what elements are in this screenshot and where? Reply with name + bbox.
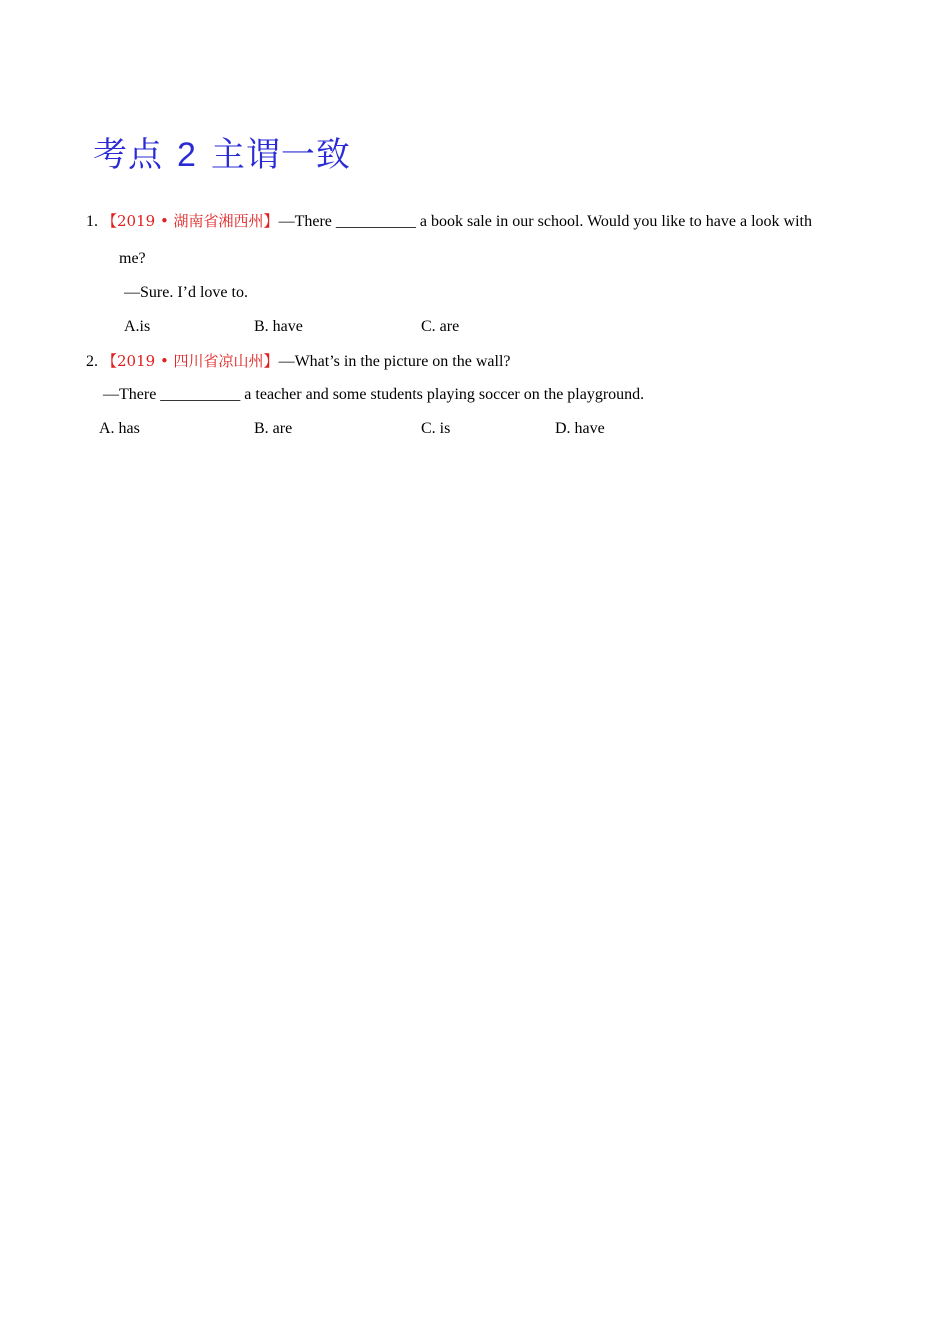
question-2-stem: —What’s in the picture on the wall? [278,353,511,370]
question-2-line-1 [86,351,511,372]
question-2-option-b: B. are [254,420,293,437]
question-1-reply: —Sure. I’d love to. [124,284,248,301]
question-1-number: 1. [86,213,98,230]
question-1-line-1 [86,211,812,232]
section-topic: 主谓一致 [210,135,351,175]
section-prefix: 考点 [93,135,163,175]
question-2-option-a: A. has [99,420,140,437]
question-1-option-b: B. have [254,318,303,335]
question-1-source: 【2019 • 湖南省湘西州】 [102,212,279,230]
question-1-stem: —There __________ a book sale in our school. Would you like to have a look with [278,213,812,230]
section-number: 2 [177,136,197,174]
question-1-line-2: me? [119,250,146,267]
question-2-option-c: C. is [421,420,451,437]
question-2-number: 2. [86,353,98,370]
question-1-option-c: C. are [421,318,460,335]
question-2-option-d: D. have [555,420,605,437]
section-title [93,127,351,176]
question-2-source: 【2019 • 四川省凉山州】 [102,352,279,370]
question-1-option-a: A.is [124,318,151,335]
question-2-reply: —There __________ a teacher and some students playing soccer on the playground. [103,386,645,403]
